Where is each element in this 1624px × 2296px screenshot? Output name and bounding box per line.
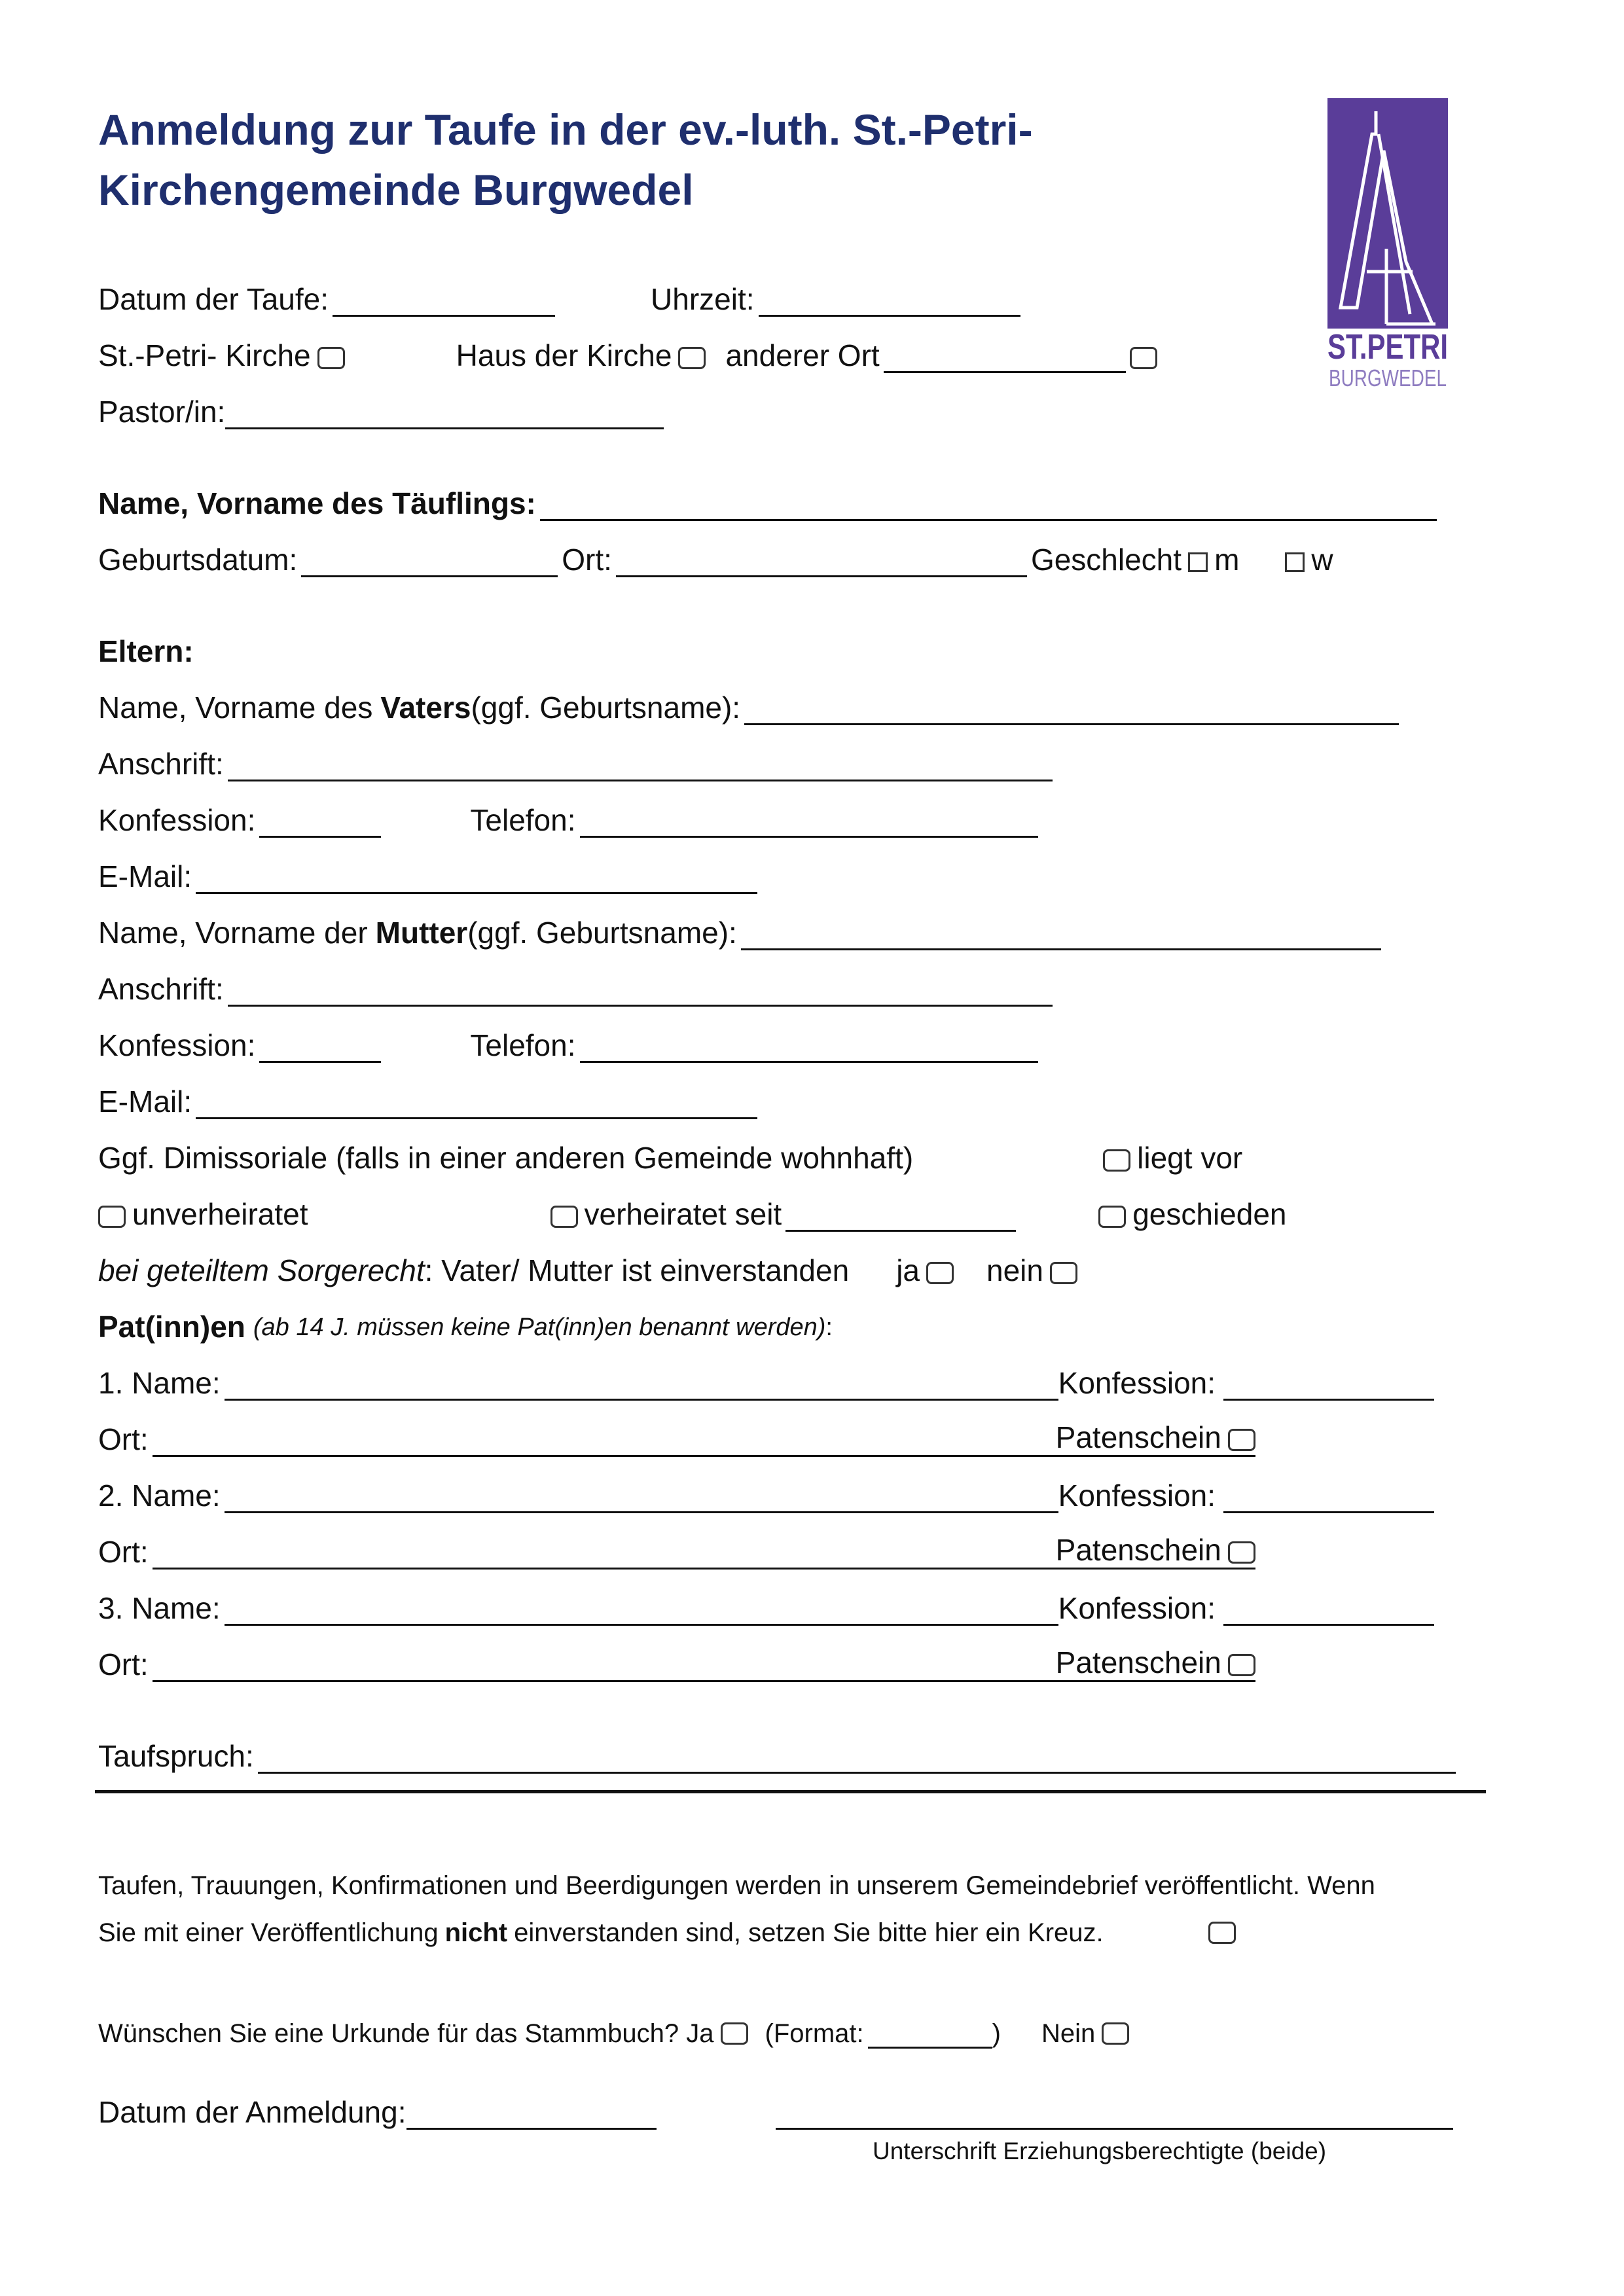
geschieden-checkbox[interactable] [1098,1206,1126,1228]
row-vater-email [98,857,761,894]
datum-anmeldung-field[interactable] [406,2102,657,2130]
section-divider [95,1790,1486,1793]
taufspruch-field[interactable] [258,1746,1456,1774]
pate3-patenschein [1056,1647,1255,1682]
pate1-patenschein [1056,1422,1255,1457]
haus-der-kirche-checkbox[interactable] [678,347,706,369]
pate1-patenschein-checkbox[interactable] [1228,1429,1255,1451]
label-nein: nein [986,1253,1043,1287]
mutter-konfession-field[interactable] [259,1035,381,1063]
row-pate1-ort [98,1420,1255,1457]
row-familienstand [98,1195,1287,1232]
label-pate2-patenschein: Patenschein [1055,1533,1221,1567]
row-pate3-name [98,1589,1438,1626]
pate3-name-field[interactable] [225,1598,1058,1626]
label-pate2-konfession: Konfession: [1058,1479,1216,1513]
eltern-heading: Eltern: [98,634,194,668]
pate2-ort-field[interactable] [153,1541,1056,1570]
label-pate1-patenschein: Patenschein [1055,1420,1221,1454]
label-mutter-telefon: Telefon: [470,1028,576,1062]
publication-line-2-pre: Sie mit einer Veröffentlichung [98,1918,439,1947]
row-mutter-anschrift [98,970,1056,1007]
row-urkunde [98,2012,1136,2049]
label-vater-post: (ggf. Geburtsname): [471,691,741,725]
label-anderer-ort: anderer Ort [725,338,880,372]
row-eltern-heading [98,632,194,669]
paten-heading: Pat(inn)en [98,1310,245,1344]
label-mutter-email: E-Mail: [98,1085,192,1119]
label-urkunde-format-close: ) [992,2019,1001,2048]
signature-caption: Unterschrift Erziehungsberechtigte (beide) [873,2138,1327,2164]
label-vater-pre: Name, Vorname des [98,691,373,725]
label-mutter-post: (ggf. Geburtsname): [467,916,737,950]
label-name-taeufling: Name, Vorname des Täuflings: [98,486,536,520]
pate2-patenschein [1056,1535,1255,1570]
pate1-ort-field[interactable] [153,1429,1056,1457]
verheiratet-seit-field[interactable] [785,1204,1016,1232]
label-urkunde-format: (Format: [765,2019,864,2048]
label-pate2-ort: Ort: [98,1535,149,1569]
label-mutter-bold: Mutter [375,916,468,950]
title-line-1: Anmeldung zur Taufe in der ev.-luth. St.-Petri- [98,105,1033,154]
uhrzeit-field[interactable] [759,289,1020,317]
anderer-ort-field[interactable] [884,345,1126,373]
urkunde-nein-checkbox[interactable] [1102,2022,1129,2045]
verheiratet-checkbox[interactable] [550,1206,578,1228]
publication-opt-out-checkbox[interactable] [1208,1922,1236,1944]
pastor-field[interactable] [225,401,664,429]
vater-konfession-field[interactable] [259,810,381,838]
pate3-patenschein-checkbox[interactable] [1228,1654,1255,1676]
row-pate2-ort [98,1533,1255,1570]
label-pate3-patenschein: Patenschein [1055,1645,1221,1679]
label-pastor: Pastor/in: [98,395,226,429]
label-pate1-konfession: Konfession: [1058,1366,1216,1400]
pate3-ort-field[interactable] [153,1654,1056,1682]
row-pate2-name [98,1477,1438,1513]
row-vater-name [98,689,1403,725]
label-pate1-name: 1. Name: [98,1366,221,1400]
church-logo-icon [1327,98,1448,389]
vater-email-field[interactable] [196,866,757,894]
st-petri-logo [1327,98,1448,389]
row-sorgerecht [98,1251,1084,1288]
label-dimissoriale: Ggf. Dimissoriale (falls in einer anderen Gemeinde wohnhaft) [98,1141,914,1175]
paten-note: (ab 14 J. müssen keine Pat(inn)en benannt werden) [253,1314,826,1341]
label-geschieden: geschieden [1132,1197,1287,1231]
label-haus-der-kirche: Haus der Kirche [456,338,672,372]
vater-name-field[interactable] [744,697,1399,725]
label-taufspruch: Taufspruch: [98,1739,254,1773]
label-mutter-anschrift: Anschrift: [98,972,224,1006]
row-taufspruch [98,1737,1460,1774]
label-pate3-konfession: Konfession: [1058,1591,1216,1625]
mutter-email-field[interactable] [196,1091,757,1119]
sorgerecht-ja-checkbox[interactable] [926,1262,954,1284]
row-datum-uhrzeit [98,280,1024,317]
name-taeufling-field[interactable] [540,493,1437,521]
row-pate1-name [98,1364,1438,1401]
label-uhrzeit: Uhrzeit: [651,282,755,316]
label-pate2-name: 2. Name: [98,1479,221,1513]
label-unverheiratet: unverheiratet [132,1197,308,1231]
label-st-petri-kirche: St.-Petri- Kirche [98,338,311,372]
label-geburtsort: Ort: [562,543,612,577]
label-w: w [1311,543,1333,577]
pate3-konfession-field[interactable] [1223,1598,1434,1626]
mutter-anschrift-field[interactable] [228,978,1053,1007]
label-vater-anschrift: Anschrift: [98,747,224,781]
label-pate3-name: 3. Name: [98,1591,221,1625]
row-mutter-name [98,914,1385,950]
label-ja: ja [896,1253,920,1287]
paten-note-colon: : [825,1314,833,1341]
row-pastor [98,393,668,429]
label-sorgerecht-italic: bei geteiltem Sorgerecht [98,1253,425,1287]
geschlecht-m-checkbox[interactable] [1188,552,1208,572]
title-line-2: Kirchengemeinde Burgwedel [98,166,694,214]
row-datum-anmeldung [98,2093,660,2130]
liegt-vor-checkbox[interactable] [1103,1149,1130,1172]
publication-notice [98,1862,1375,1956]
pate2-konfession-field[interactable] [1223,1485,1434,1513]
label-geburtsdatum: Geburtsdatum: [98,543,298,577]
row-dimissoriale [98,1139,1242,1175]
label-mutter-konfession: Konfession: [98,1028,256,1062]
vater-telefon-field[interactable] [580,810,1038,838]
label-urkunde-question: Wünschen Sie eine Urkunde für das Stammbuch? Ja [98,2019,714,2048]
logo-text-burgwedel: BURGWEDEL [1329,365,1447,391]
label-sorgerecht-rest: : Vater/ Mutter ist einverstanden [424,1253,850,1287]
row-ort-taufe [98,336,1164,373]
label-datum-anmeldung: Datum der Anmeldung: [98,2095,406,2129]
row-name-taeufling [98,484,1441,521]
label-vater-konfession: Konfession: [98,803,256,837]
datum-taufe-field[interactable] [333,289,555,317]
publication-line-2-bold: nicht [444,1918,508,1947]
label-mutter-pre: Name, Vorname der [98,916,368,950]
label-pate1-ort: Ort: [98,1422,149,1456]
row-mutter-email [98,1083,761,1119]
label-verheiratet-seit: verheiratet seit [584,1197,782,1231]
mutter-name-field[interactable] [741,922,1381,950]
row-pate3-ort [98,1645,1255,1682]
row-geburtsdatum [98,541,1333,577]
publication-line-1: Taufen, Trauungen, Konfirmationen und Beerdigungen werden in unserem Gemeindebrief veröffentlicht. Wenn [98,1871,1375,1900]
label-vater-bold: Vaters [380,691,471,725]
geburtsort-field[interactable] [616,549,1027,577]
label-urkunde-nein: Nein [1041,2019,1096,2048]
row-mutter-konfession [98,1026,1042,1063]
anderer-ort-checkbox[interactable] [1130,347,1157,369]
row-vater-anschrift [98,745,1056,781]
label-vater-email: E-Mail: [98,859,192,893]
label-pate3-ort: Ort: [98,1647,149,1681]
sorgerecht-nein-checkbox[interactable] [1050,1262,1077,1284]
urkunde-ja-checkbox[interactable] [721,2022,748,2045]
pate2-patenschein-checkbox[interactable] [1228,1541,1255,1564]
row-paten-heading [98,1308,833,1344]
pate2-name-field[interactable] [225,1485,1058,1513]
unverheiratet-checkbox[interactable] [98,1206,126,1228]
vater-anschrift-field[interactable] [228,753,1053,781]
label-geschlecht: Geschlecht [1030,543,1182,577]
logo-text-stpetri: ST.PETRI [1327,327,1448,367]
geschlecht-w-checkbox[interactable] [1285,552,1305,572]
label-datum-taufe: Datum der Taufe: [98,282,329,316]
st-petri-kirche-checkbox[interactable] [317,347,345,369]
publication-line-2 [98,1909,1375,1956]
label-vater-telefon: Telefon: [470,803,576,837]
signature-line[interactable] [776,2128,1453,2130]
mutter-telefon-field[interactable] [580,1035,1038,1063]
publication-line-2-post: einverstanden sind, setzen Sie bitte hier ein Kreuz. [514,1918,1104,1947]
geburtsdatum-field[interactable] [301,549,558,577]
row-vater-konfession [98,801,1042,838]
pate1-name-field[interactable] [225,1372,1058,1401]
pate1-konfession-field[interactable] [1223,1372,1434,1401]
page-title [98,99,1033,220]
urkunde-format-field[interactable] [868,2023,992,2049]
label-m: m [1214,543,1240,577]
label-liegt-vor: liegt vor [1137,1141,1243,1175]
